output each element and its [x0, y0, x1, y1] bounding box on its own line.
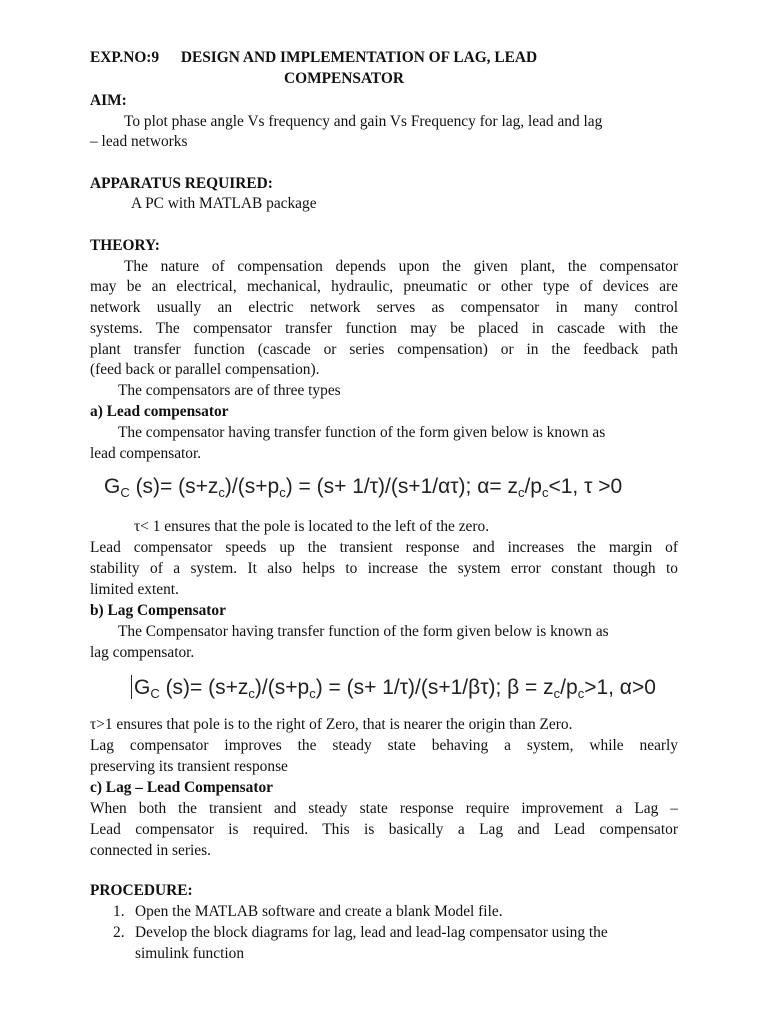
title-text: DESIGN AND IMPLEMENTATION OF LAG, LEAD	[180, 49, 538, 66]
lead-heading: a) Lead compensator	[90, 403, 229, 420]
lag-desc-line-1: Lag compensator improves the steady state behaving a system, while nearly	[90, 737, 678, 754]
aim-text-line-1: To plot phase angle Vs frequency and gain Vs Frequency for lag, lead and lag	[124, 113, 603, 130]
theory-line-4: systems. The compensator transfer function may be placed in cascade with the	[90, 320, 678, 337]
step-text: Develop the block diagrams for lag, lead and lead-lag compensator using the	[135, 924, 608, 941]
formula-bar	[131, 675, 132, 699]
lag-heading: b) Lag Compensator	[90, 602, 226, 619]
theory-line-2: may be an electrical, mechanical, hydraulic, pneumatic or other type of devices are	[90, 278, 678, 295]
theory-line-6: (feed back or parallel compensation).	[90, 361, 320, 378]
aim-text-line-2: – lead networks	[90, 133, 188, 150]
title-line-2: COMPENSATOR	[284, 70, 404, 87]
lead-transfer-function: $G_C$ $(s)= (s+z_c)/(s+p_c) = (s+ 1/\tau)/(s+1/\alpha\tau)$; $\alpha= z_c/p_c<1$, τ >0	[104, 475, 623, 500]
title-line-1	[90, 48, 678, 69]
theory-types-line: The compensators are of three types	[118, 382, 341, 399]
procedure-heading: PROCEDURE:	[90, 882, 193, 899]
apparatus-text: A PC with MATLAB package	[131, 195, 317, 212]
lag-intro-line-1: The Compensator having transfer function of the form given below is known as	[118, 623, 609, 640]
aim-heading: AIM:	[90, 92, 127, 109]
lag-intro-line-2: lag compensator.	[90, 644, 195, 661]
lead-desc-line-3: limited extent.	[90, 581, 179, 598]
apparatus-heading: APPARATUS REQUIRED:	[90, 175, 273, 192]
laglead-desc-line-3: connected in series.	[90, 842, 211, 859]
lag-transfer-function: $G_C$ $(s)= (s+z_c)/(s+p_c) = (s+ 1/\tau)/(s+1/\beta\tau)$; $\beta = z_c/p_c>1$, α>0	[131, 675, 656, 701]
step-number: 1.	[113, 903, 125, 920]
laglead-heading: c) Lag – Lead Compensator	[90, 779, 273, 796]
lag-tau-note: τ>1 ensures that pole is to the right of Zero, that is nearer the origin than Zero.	[90, 716, 573, 733]
theory-line-5: plant transfer function (cascade or series compensation) or in the feedback path	[90, 341, 678, 358]
lead-intro-line-2: lead compensator.	[90, 445, 202, 462]
experiment-number: EXP.NO:9	[90, 49, 160, 66]
theory-heading: THEORY:	[90, 237, 160, 254]
lag-desc-line-2: preserving its transient response	[90, 758, 288, 775]
step-number: 2.	[113, 924, 125, 941]
step-text-continued: simulink function	[135, 945, 245, 962]
step-text: Open the MATLAB software and create a blank Model file.	[135, 903, 503, 920]
laglead-desc-line-1: When both the transient and steady state response require improvement a Lag –	[90, 800, 678, 817]
lead-intro-line-1: The compensator having transfer function of the form given below is known as	[118, 424, 606, 441]
theory-line-3: network usually an electric network serves as compensator in many control	[90, 299, 678, 316]
theory-line-1: The nature of compensation depends upon the given plant, the compensator	[124, 258, 678, 275]
lead-desc-line-2: stability of a system. It also helps to increase the system error constant though to	[90, 560, 678, 577]
laglead-desc-line-2: Lead compensator is required. This is basically a Lag and Lead compensator	[90, 821, 678, 838]
lead-desc-line-1: Lead compensator speeds up the transient response and increases the margin of	[90, 539, 678, 556]
lead-tau-note: τ< 1 ensures that the pole is located to the left of the zero.	[134, 518, 490, 535]
